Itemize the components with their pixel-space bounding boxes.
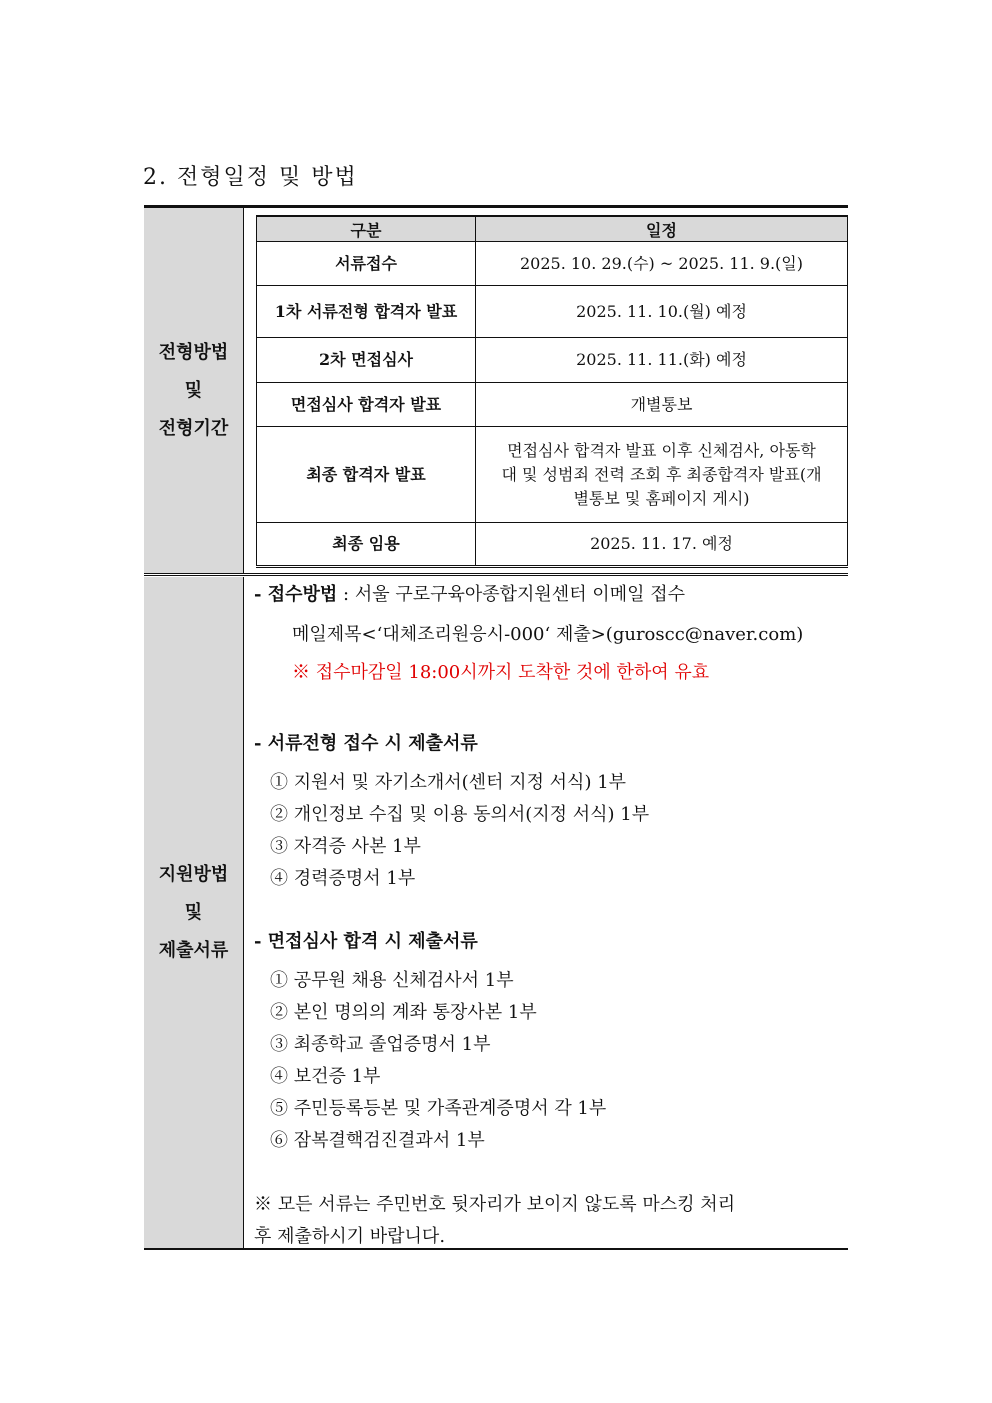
doc-item: ② 개인정보 수집 및 이용 동의서(지정 서식) 1부 [270,804,650,825]
recruitment-table [144,205,848,1250]
doc-item: ④ 경력증명서 1부 [270,868,416,889]
schedule-label-line: 전형방법 [158,341,229,363]
table-row [257,383,848,427]
mail-subject: 메일제목<‘대체조리원응시-000‘ 제출>(guroscc@naver.com) [292,624,804,645]
table-row [257,338,848,383]
submission-label-line: 제출서류 [158,939,229,961]
method-line [254,580,685,606]
doc-heading: - 서류전형 접수 시 제출서류 [254,733,478,754]
row-date: 개별통보 [476,383,848,427]
doc-item: ③ 자격증 사본 1부 [270,836,421,857]
deadline-note: ※ 접수마감일 18:00시까지 도착한 것에 한하여 유효 [292,662,710,683]
interview-item: ③ 최종학교 졸업증명서 1부 [270,1034,491,1055]
row-item: 2차 면접심사 [257,338,476,383]
table-row [257,427,848,523]
row-item: 최종 합격자 발표 [257,427,476,523]
submission-content [254,577,848,1248]
row-date: 2025. 11. 11.(화) 예정 [476,338,848,383]
schedule-table [256,215,848,568]
interview-item: ⑤ 주민등록등본 및 가족관계증명서 각 1부 [270,1098,607,1119]
method-text: : 서울 구로구육아종합지원센터 이메일 접수 [343,584,685,605]
doc-item: ① 지원서 및 자기소개서(센터 지정 서식) 1부 [270,772,627,793]
interview-item: ② 본인 명의의 계좌 통장사본 1부 [270,1002,537,1023]
table-row [257,286,848,338]
schedule-label-line: 전형기간 [158,417,229,439]
table-row [257,523,848,567]
interview-item: ⑥ 잠복결핵검진결과서 1부 [270,1130,485,1151]
schedule-label-line: 및 [184,379,203,401]
footer-note: ※ 모든 서류는 주민번호 뒷자리가 보이지 않도록 마스킹 처리 [254,1194,736,1215]
interview-item: ① 공무원 채용 신체검사서 1부 [270,970,514,991]
header-category: 구분 [257,216,476,242]
schedule-row [144,208,848,574]
row-date: 2025. 11. 17. 예정 [476,523,848,567]
submission-row [144,577,848,1248]
row-date: 2025. 10. 29.(수) ~ 2025. 11. 9.(일) [476,242,848,286]
row-item: 면접심사 합격자 발표 [257,383,476,427]
header-schedule: 일정 [476,216,848,242]
submission-label-line: 및 [184,901,203,923]
interview-heading: - 면접심사 합격 시 제출서류 [254,931,478,952]
footer-note: 후 제출하시기 바랍니다. [254,1226,446,1247]
row-item: 1차 서류전형 합격자 발표 [257,286,476,338]
row-item: 최종 임용 [257,523,476,567]
section-title: 2. 전형일정 및 방법 [143,165,358,190]
row-date: 2025. 11. 10.(월) 예정 [476,286,848,338]
table-row [257,242,848,286]
interview-item: ④ 보건증 1부 [270,1066,381,1087]
submission-label-line: 지원방법 [158,863,229,885]
method-prefix: - 접수방법 [254,584,338,605]
row-date: 면접심사 합격자 발표 이후 신체검사, 아동학대 및 성범죄 전력 조회 후 최종합격자 발표(개별통보 및 홈페이지 게시) [476,427,848,523]
row-item: 서류접수 [257,242,476,286]
submission-label [144,577,244,1248]
schedule-label [144,208,244,573]
